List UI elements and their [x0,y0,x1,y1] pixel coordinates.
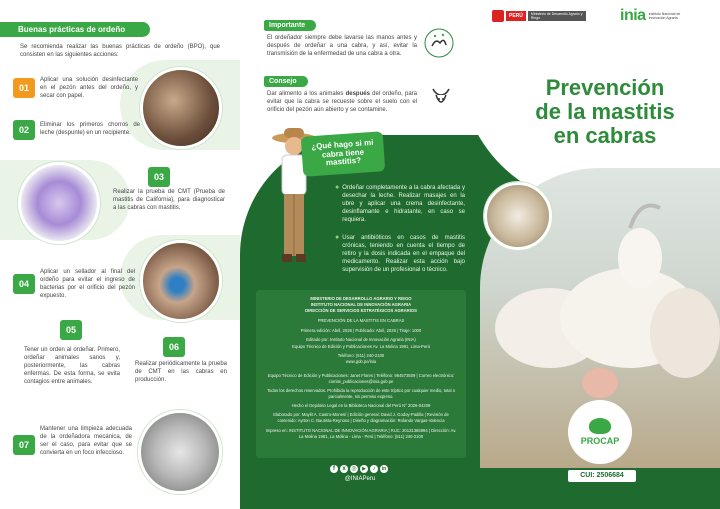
cover-title [500,76,710,149]
peru-label: PERÚ [506,11,526,21]
credits-phone: Teléfono: (511) 240-2100 www.gob.pe/inia [337,352,385,364]
hand-washing-icon [424,28,454,58]
title-line: de la mastitis [535,99,675,125]
social-icons [330,465,388,473]
step-number: 06 [163,337,185,357]
credits-authors: Elaborado por: Maylit A. Castro-Monesí | Edición general: David J. Godoy-Padilla | Revisión de contenido: Ayrton C. Bautista-Reynoso | Diseño y diagramación: Rolando Vargas-Valencia [273,412,449,424]
advice-label: Consejo [264,76,308,87]
ministry-label: Ministerio de Desarrollo Agrario y Riego [528,11,586,21]
credits-rights: Todos los derechos reservados. Prohibida la reproducción de este tríptico por cualquier medio, total o parcialmente, sin permiso expreso. [266,388,456,400]
social-handle: @INIAPeru [344,476,376,482]
milking-machine-photo [138,410,222,494]
question-bubble [301,131,386,177]
panel-mastitis-actions [240,0,480,509]
inia-wordmark: inia [620,7,646,24]
advice-text [267,90,417,114]
credits-deposit: Hecho el Depósito Legal en la Biblioteca Nacional del Perú N° 2026-04209 [291,403,431,409]
bullet-dot: ● [335,184,340,191]
credits-edition: Primera edición: Abril, 2026 | Publicado: Abril, 2026 | Tiraje: 1000 [300,328,422,334]
instagram-icon[interactable]: ◎ [351,466,357,472]
inia-subtitle: Instituto Nacional de Innovación Agraria [648,11,681,20]
section-title-good-practices: Buenas prácticas de ordeño [0,22,150,37]
step-text: Tener un orden al ordeñar. Primero, ordeñar animales sanos y, posteriormente, las cabras enfermas. De esta forma, se evita contagios entre animales. [24,347,120,386]
bullet-dot: ● [335,234,340,241]
bullet-item [335,234,465,274]
step-number: 01 [13,78,35,98]
tiktok-icon[interactable]: ♪ [370,465,378,473]
credits-team: Equipo Técnico de Edición y Publicaciones: Janet Flores | Teléfono: 964573509 | Correo electrónico: comite_publicaciones@inia.gob.pe [267,372,455,384]
sealant-photo [140,240,222,322]
important-text: El ordeñador siempre debe lavarse las manos antes y después de ordeñar a una cabra, y así, evitar la transmisión de la enfermedad de una cabra a otra. [267,35,417,58]
bubble-text: ¿Qué hago si mi cabra tiene mastitis? [310,137,374,168]
step-text: Realizar la prueba de CMT (Prueba de mastitis de California), para diagnosticar a las cabras con mastitis. [113,189,225,212]
advice-text-part: del ordeño, para evitar que la cabra se recueste sobre el suelo con el orificio del pezón aún abierto y se contamine. [267,91,417,114]
cmt-test-photo [18,162,100,244]
credits-title: PREVENCIÓN DE LA MASTITIS EN CABRAS [317,318,405,324]
title-line: Prevención [545,75,665,100]
x-icon[interactable]: x [340,465,348,473]
credits-head: MINISTERIO DE DESARROLLO AGRARIO Y RIEGO INSTITUTO NACIONAL DE INNOVACIÓN AGRARIA DIRECCIÓN DE SERVICIOS ESTRATÉGICOS AGRARIOS [305,296,417,314]
credits-print: Impreso en: INSTITUTO NACIONAL DE INNOVACIÓN AGRARIA | RUC: 20131365994 | Dirección: Av. La Molina 1981, La Molina - Lima - Perú | Teléfono: (511) 240-2100 [265,427,457,439]
panel-good-practices [0,0,240,509]
step-number: 02 [13,120,35,140]
title-line: en cabras [553,123,657,149]
inia-logo [620,7,689,25]
facebook-icon[interactable]: f [330,465,338,473]
goat-logo-icon [589,418,611,434]
bullet-text: Usar antibióticos en casos de mastitis crónicas, teniendo en cuenta el tiempo de retiro y la dosis indicada en el empaque del medicamento. Realizar esta acción bajo supervisión de un profesional o técnico. [342,235,465,274]
procap-badge [568,400,632,464]
credits-editor: Editado por: Instituto Nacional de Innovación Agraria (INIA) Equipo Técnico de Edición y Publicaciones Av. La Molina 1981, Lima-Perú [292,337,430,349]
panel-cover [480,0,720,509]
intro-text: Se recomienda realizar las buenas prácticas de ordeño (BPO), que consisten en las siguientes acciones: [20,44,220,59]
youtube-icon[interactable]: ▶ [360,465,368,473]
peru-shield-icon [492,10,504,22]
step-text: Realizar periódicamente la prueba de CMT en las cabras en producción. [135,361,227,384]
step-number: 05 [60,320,82,340]
milking-photo [140,67,222,149]
step-text: Mantener una limpieza adecuada de la ordeñadora mecánica, de ser el caso, para evitar que se convierta en un foco infeccioso. [40,426,132,457]
bullet-text: Ordeñar completamente a la cabra afectada y desechar la leche. Realizar masajes en la ubre y aplicar una crema desinfectante, desinflamante e hidratante, en caso se requiera. [342,185,465,224]
step-number: 07 [13,435,35,455]
cui-label: CUI: 2506684 [568,470,636,482]
step-number: 03 [148,167,170,187]
step-text: Aplicar una solución desinfectante en el pezón antes del ordeño, y secar con papel. [40,77,138,100]
step-text: Aplicar un sellador al final del ordeño para evitar el ingreso de bacterias por el orificio del pezón expuesto. [40,269,135,300]
important-label: Importante [264,20,316,31]
procap-label: PROCAP [580,436,620,446]
credits-box [256,290,466,458]
bullet-item [335,184,465,224]
step-number: 04 [13,274,35,294]
linkedin-icon[interactable]: in [381,466,387,472]
goat-inset-photo [484,182,552,250]
peru-logo [492,10,586,22]
advice-text-part: Dar alimento a los animales [267,91,346,97]
advice-bold: después [345,91,370,97]
goat-head-icon [426,84,456,114]
step-text: Eliminar los primeros chorros de leche (despunte) en un recipiente. [40,122,140,137]
